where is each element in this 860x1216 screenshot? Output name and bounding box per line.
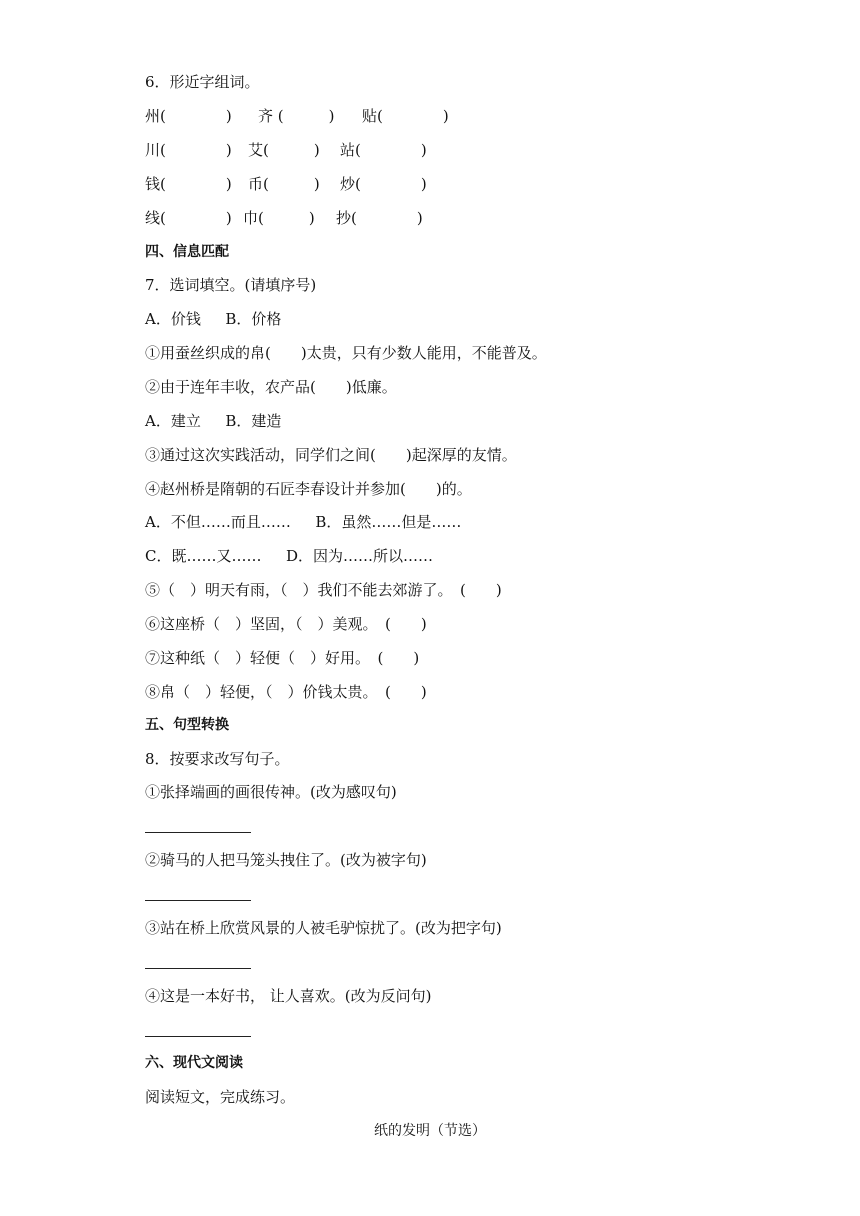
q7-line: C．既……又…… D．因为……所以…… — [145, 547, 434, 565]
answer-line[interactable] — [145, 832, 251, 833]
q6-cell: 贴( ) — [362, 107, 449, 125]
q6-title: 6．形近字组词。 — [145, 73, 260, 91]
q7-line: A．不但……而且…… B．虽然……但是…… — [145, 513, 462, 531]
q6-cell: 钱( ) — [145, 175, 232, 193]
section-heading: 四、信息匹配 — [145, 244, 229, 260]
q6-cell: 州( ) — [145, 107, 232, 125]
section-heading: 五、句型转换 — [145, 717, 229, 733]
q7-line: A．建立 B．建造 — [145, 412, 282, 430]
q8-title: 8．按要求改写句子。 — [145, 750, 290, 768]
q6-cell: 艾( ) — [248, 141, 320, 159]
reading-instruction: 阅读短文，完成练习。 — [145, 1088, 296, 1106]
q7-line: ④赵州桥是隋朝的石匠李春设计并参加( )的。 — [145, 480, 472, 498]
passage-title: 纸的发明（节选） — [374, 1123, 486, 1139]
q8-item: ④这是一本好书， 让人喜欢。(改为反问句) — [145, 987, 432, 1005]
q7-line: ⑤（ ）明天有雨，（ ）我们不能去郊游了。 ( ) — [145, 581, 502, 599]
q7-line: A．价钱 B．价格 — [145, 310, 282, 328]
q7-line: ⑥这座桥（ ）坚固，（ ）美观。 ( ) — [145, 615, 427, 633]
q8-item: ③站在桥上欣赏风景的人被毛驴惊扰了。(改为把字句) — [145, 919, 502, 937]
q7-line: ⑧帛（ ）轻便，（ ）价钱太贵。 ( ) — [145, 683, 427, 701]
q6-cell: 川( ) — [145, 141, 232, 159]
answer-line[interactable] — [145, 968, 251, 969]
q6-cell: 币( ) — [248, 175, 320, 193]
answer-line[interactable] — [145, 900, 251, 901]
q6-cell: 齐 ( ) — [258, 107, 335, 125]
q7-line: ①用蚕丝织成的帛( )太贵，只有少数人能用，不能普及。 — [145, 344, 547, 362]
q7-title: 7．选词填空。(请填序号) — [145, 276, 317, 294]
q7-line: ⑦这种纸（ ）轻便（ ）好用。 ( ) — [145, 649, 420, 667]
q6-cell: 线( ) — [145, 209, 232, 227]
q8-item: ①张择端画的画很传神。(改为感叹句) — [145, 783, 397, 801]
q6-cell: 抄( ) — [336, 209, 423, 227]
q7-line: ②由于连年丰收，农产品( )低廉。 — [145, 378, 397, 396]
q8-item: ②骑马的人把马笼头拽住了。(改为被字句) — [145, 851, 427, 869]
q6-cell: 站( ) — [340, 141, 427, 159]
q6-cell: 巾( ) — [243, 209, 315, 227]
answer-line[interactable] — [145, 1036, 251, 1037]
q6-cell: 炒( ) — [340, 175, 427, 193]
q7-line: ③通过这次实践活动，同学们之间( )起深厚的友情。 — [145, 446, 517, 464]
section-heading: 六、现代文阅读 — [145, 1055, 243, 1071]
